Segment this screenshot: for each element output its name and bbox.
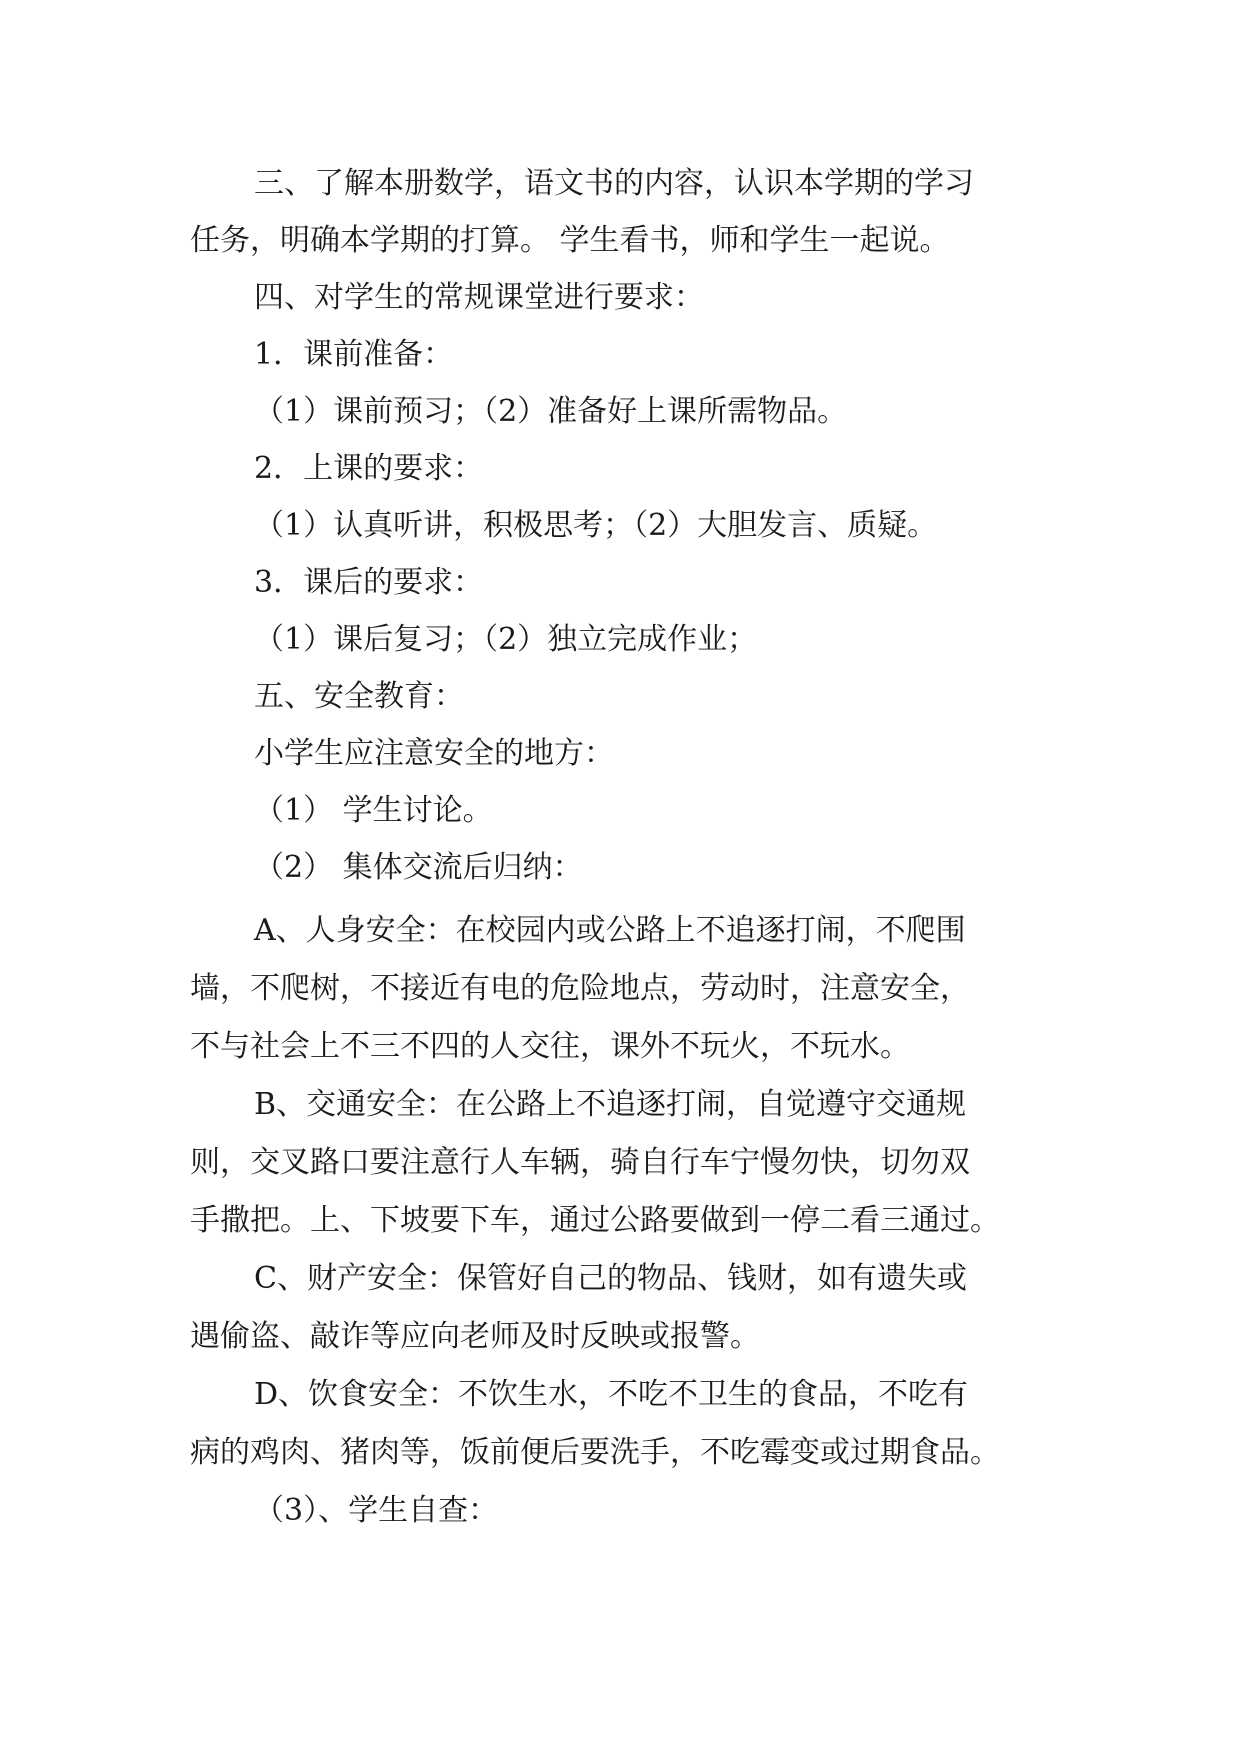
text-line: 四、对学生的常规课堂进行要求： (254, 280, 704, 315)
text-line: （1）认真听讲，积极思考；（2）大胆发言、质疑。 (254, 508, 938, 543)
text-line: 五、安全教育： (254, 679, 464, 714)
text-line: 小学生应注意安全的地方： (254, 736, 614, 771)
text-line: 1．课前准备： (254, 337, 454, 372)
text-line: 则，交叉路口要注意行人车辆，骑自行车宁慢勿快，切勿双 (190, 1145, 970, 1180)
text-line: A、人身安全：在校园内或公路上不追逐打闹，不爬围 (254, 913, 966, 948)
text-line: 病的鸡肉、猪肉等，饭前便后要洗手，不吃霉变或过期食品。 (190, 1435, 1000, 1470)
text-line: 2．上课的要求： (254, 451, 484, 486)
text-line: 墙，不爬树，不接近有电的危险地点，劳动时，注意安全， (190, 971, 970, 1006)
text-line: D、饮食安全：不饮生水，不吃不卫生的食品，不吃有 (254, 1377, 969, 1412)
text-line: （3）、学生自查： (254, 1493, 499, 1528)
text-line: B、交通安全：在公路上不追逐打闹，自觉遵守交通规 (254, 1087, 967, 1122)
text-line: （1）课后复习；（2）独立完成作业； (254, 622, 758, 657)
text-line: （2） 集体交流后归纳： (254, 850, 583, 885)
text-line: 手撒把。上、下坡要下车，通过公路要做到一停二看三通过。 (190, 1203, 1000, 1238)
text-line: 3．课后的要求： (254, 565, 484, 600)
text-line: 三、了解本册数学，语文书的内容，认识本学期的学习 (254, 166, 974, 201)
text-line: 任务，明确本学期的打算。 学生看书，师和学生一起说。 (190, 223, 950, 258)
text-line: C、财产安全：保管好自己的物品、钱财，如有遗失或 (254, 1261, 967, 1296)
text-line: （1） 学生讨论。 (254, 793, 493, 828)
text-line: 遇偷盗、敲诈等应向老师及时反映或报警。 (190, 1319, 760, 1354)
text-line: （1）课前预习；（2）准备好上课所需物品。 (254, 394, 848, 429)
text-line: 不与社会上不三不四的人交往，课外不玩火，不玩水。 (190, 1029, 910, 1064)
